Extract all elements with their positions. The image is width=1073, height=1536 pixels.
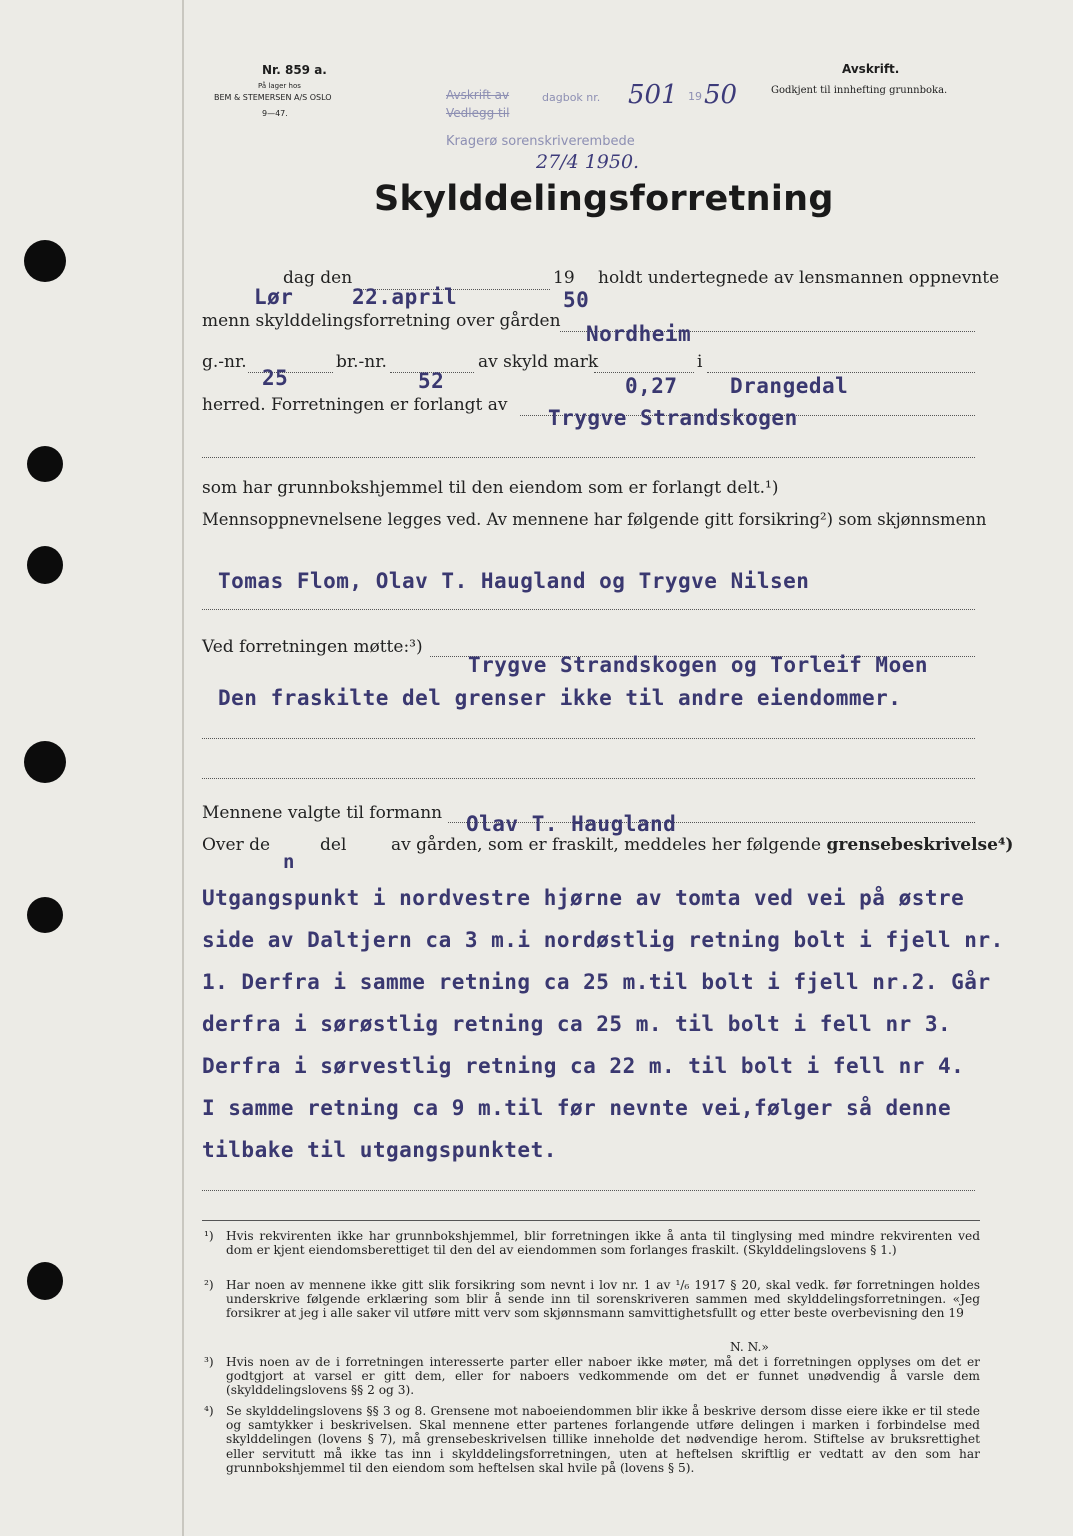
dotted-line xyxy=(202,457,975,458)
footnote-2-signature xyxy=(204,1340,980,1354)
footnote-text: Har noen av mennene ikke gitt slik forsikring som nevnt i lov nr. 1 av ¹/₆ 1917 § 20, skal vedk. før forretningen holdes underskrive følgende erklæring som blir å sende inn til sorenskriveren sammen med skylddelingsforretningen. «Jeg forsikrer at jeg i alle saker vil utføre mitt verv som skjønnsmann samvittighetsfullt og etter beste overbevisning den 19 xyxy=(226,1278,980,1321)
del-label: del xyxy=(320,835,347,855)
i-label: i xyxy=(697,352,703,372)
field-over-n: n xyxy=(283,851,295,873)
footnote-text: Hvis rekvirenten ikke har grunnbokshjemmel, blir forretningen ikke å anta til tinglysing med mindre rekvirenten ved dom er kjent eiendomsberettiget til den del av eiendommen som forlanges fraskilt. (Skylddelingslovens § 1.) xyxy=(226,1229,980,1258)
form-number: Nr. 859 a. xyxy=(262,63,327,77)
footnote-number: ¹) xyxy=(204,1229,214,1243)
binder-hole xyxy=(27,546,63,584)
line-tail-bold: grensebeskrivelse⁴) xyxy=(826,835,1014,855)
footnote-1 xyxy=(204,1229,980,1257)
footnote-3 xyxy=(204,1355,980,1398)
avskrift-title: Avskrift. xyxy=(842,62,900,76)
boundary-line: Utgangspunkt i nordvestre hjørne av tomta ved vei på østre xyxy=(202,886,965,910)
field-present: Trygve Strandskogen og Torleif Moen xyxy=(468,653,929,677)
over-de-label: Over de xyxy=(202,835,271,855)
dagbok-year: 50 xyxy=(704,80,738,110)
field-gnr: 25 xyxy=(262,366,289,390)
dagbok-number: 501 xyxy=(628,80,678,110)
binder-hole xyxy=(24,240,66,282)
stamp-date: 27/4 1950. xyxy=(536,151,640,173)
footnote-4 xyxy=(204,1404,980,1475)
field-present-note: Den fraskilte del grenser ikke til andre eiendommer. xyxy=(218,686,902,710)
chairman-label: Mennene valgte til formann xyxy=(202,803,443,823)
field-bnr: 52 xyxy=(418,369,445,393)
bnr-label: br.-nr. xyxy=(336,352,387,372)
dagbok-year-prefix: 19 xyxy=(688,90,702,103)
line2-label: menn skylddelingsforretning over gården xyxy=(202,311,561,331)
binder-hole xyxy=(27,897,63,933)
field-farm: Nordheim xyxy=(586,322,692,346)
present-label: Ved forretningen møtte:³) xyxy=(202,637,423,657)
footnote-text: N. N.» xyxy=(730,1340,769,1354)
dotted-line xyxy=(202,738,975,739)
boundary-line: Derfra i sørvestlig retning ca 22 m. til bolt i fell nr 4. xyxy=(202,1054,965,1078)
gnr-label: g.-nr. xyxy=(202,352,247,372)
boundary-line: derfra i sørøstlig retning ca 25 m. til bolt i fell nr 3. xyxy=(202,1012,952,1036)
day-label: dag den xyxy=(283,268,353,288)
stamp-dagbok-label: dagbok nr. xyxy=(542,91,601,104)
footnote-text: Hvis noen av de i forretningen interesserte parter eller naboer ikke møter, må det i forretningen opplyses om det er godtgjort at varsel er gitt dem, eller for naboers vedkommende om det er funnet unødvendig å varsle dem (skylddelingslovens §§ 2 og 3). xyxy=(226,1355,980,1398)
field-men: Tomas Flom, Olav T. Haugland og Trygve Nilsen xyxy=(218,569,810,593)
dotted-line xyxy=(202,609,975,610)
stamp-line-3: Kragerø sorenskriverembede xyxy=(446,134,635,149)
binder-hole xyxy=(27,1262,63,1300)
field-requester: Trygve Strandskogen xyxy=(548,406,798,430)
field-date: 22.april xyxy=(352,285,458,309)
footnote-2 xyxy=(204,1278,980,1321)
binder-hole xyxy=(27,446,63,482)
skyld-label: av skyld mark xyxy=(478,352,599,372)
dotted-line xyxy=(202,1190,975,1191)
line6: Mennsoppnevnelsene legges ved. Av mennene har følgende gitt forsikring²) som skjønnsmenn xyxy=(202,510,987,529)
form-date: 9—47. xyxy=(262,109,288,118)
footnote-number: ³) xyxy=(204,1355,214,1369)
field-chairman: Olav T. Haugland xyxy=(466,812,677,836)
year-label: 19 xyxy=(553,268,575,288)
line-tail-normal: av gården, som er fraskilt, meddeles her følgende xyxy=(391,835,822,855)
field-herred: Drangedal xyxy=(730,374,849,398)
publisher-line-2: BEM & STEMERSEN A/S OSLO xyxy=(214,93,332,102)
field-skyld: 0,27 xyxy=(625,374,678,398)
line-tail xyxy=(391,835,1013,855)
avskrift-note: Godkjent til innhefting grunnboka. xyxy=(771,85,948,96)
line1-tail: holdt undertegnede av lensmannen oppnevnte xyxy=(598,268,1000,288)
footnote-text: Se skylddelingslovens §§ 3 og 8. Grensene mot naboeiendommen blir ikke å beskrive dersom disse eiere ikke er til stede og samtykker i beskrivelsen. Skal mennene etter partenes forlangende utføre delingen i marken i forbindelse med skylddelingen (lovens § 7), må grensebeskrivelsen tillike inneholde det nødvendige herom. Stiftelse av bruksrettighet eller servitutt må ikke tas inn i skylddelingsforretningen, uten at heftelsen skriftlig er vedtatt av den som har grunnbokshjemmel til den eiendom som heftelsen skal hvile på (lovens § 5). xyxy=(226,1404,980,1475)
publisher-line-1: På lager hos xyxy=(258,82,301,90)
footnote-number: ²) xyxy=(204,1278,214,1292)
boundary-line: I samme retning ca 9 m.til før nevnte vei,følger så denne xyxy=(202,1096,952,1120)
margin-line xyxy=(182,0,184,1536)
dotted-line xyxy=(202,778,975,779)
binder-hole xyxy=(24,741,66,783)
line5: som har grunnbokshjemmel til den eiendom som er forlangt delt.¹) xyxy=(202,478,779,498)
stamp-line-1: Avskrift av xyxy=(446,88,510,102)
dotted-line xyxy=(594,372,694,373)
footnote-number: ⁴) xyxy=(204,1404,214,1418)
boundary-line: tilbake til utgangspunktet. xyxy=(202,1138,557,1162)
stamp-line-2: Vedlegg til xyxy=(446,106,510,120)
document-title: Skylddelingsforretning xyxy=(374,179,834,219)
dotted-line xyxy=(707,372,975,373)
line4-label: herred. Forretningen er forlangt av xyxy=(202,395,508,415)
boundary-line: side av Daltjern ca 3 m.i nordøstlig retning bolt i fjell nr. xyxy=(202,928,1004,952)
footnote-rule xyxy=(202,1220,980,1221)
field-year: 50 xyxy=(563,288,590,312)
boundary-line: 1. Derfra i samme retning ca 25 m.til bolt i fjell nr.2. Går xyxy=(202,970,991,994)
dotted-line xyxy=(248,372,333,373)
field-day: Lør xyxy=(254,285,294,309)
